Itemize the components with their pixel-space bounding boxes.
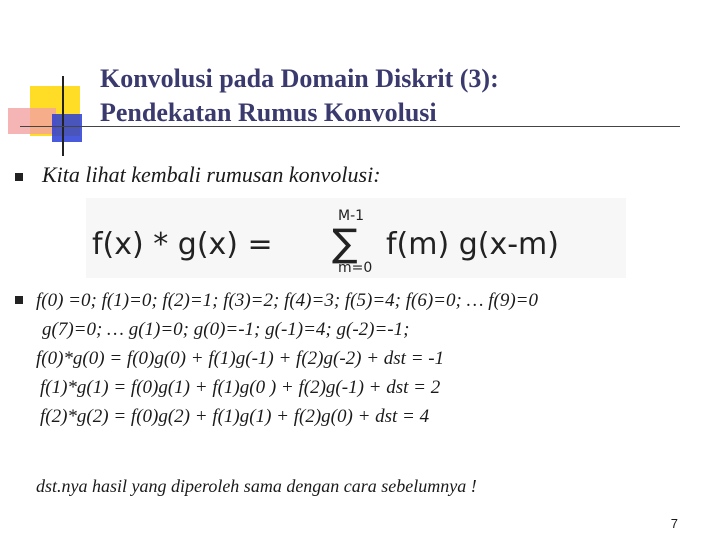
bullet-marker: [15, 296, 23, 304]
slide-title-line1: Konvolusi pada Domain Diskrit (3):: [100, 64, 499, 93]
convolution-formula: [86, 198, 626, 278]
values-f-line: f(0) =0; f(1)=0; f(2)=1; f(3)=2; f(4)=3; f(5)=4; f(6)=0; … f(9)=0: [36, 290, 538, 311]
values-g-line: g(7)=0; … g(1)=0; g(0)=-1; g(-1)=4; g(-2)=-1;: [42, 319, 410, 340]
conv-result-0: f(0)*g(0) = f(0)g(0) + f(1)g(-1) + f(2)g(-2) + dst = -1: [36, 348, 445, 369]
decor-blue-square: [52, 114, 82, 142]
formula-sum-upper: M-1: [338, 208, 365, 224]
decor-vertical-line: [62, 76, 64, 156]
formula-sum-lower: m=0: [338, 260, 373, 276]
decor-red-bar: [8, 108, 56, 134]
formula-lhs: f(x) * g(x) =: [92, 227, 273, 262]
bullet-marker: [15, 173, 23, 181]
slide-title: [100, 62, 700, 130]
bullet2-content: [36, 286, 716, 431]
sigma-icon: ∑: [332, 221, 358, 265]
conv-result-1: f(1)*g(1) = f(0)g(1) + f(1)g(0 ) + f(2)g(-1) + dst = 2: [40, 377, 441, 398]
formula-rhs: f(m) g(x-m): [386, 227, 559, 262]
conv-result-2: f(2)*g(2) = f(0)g(2) + f(1)g(1) + f(2)g(0) + dst = 4: [40, 406, 430, 427]
conclusion-note: dst.nya hasil yang diperoleh sama dengan cara sebelumnya !: [36, 476, 477, 496]
page-number: 7: [670, 516, 678, 531]
slide-title-line2: Pendekatan Rumus Konvolusi: [100, 98, 437, 127]
bullet1-text: Kita lihat kembali rumusan konvolusi:: [42, 162, 381, 187]
